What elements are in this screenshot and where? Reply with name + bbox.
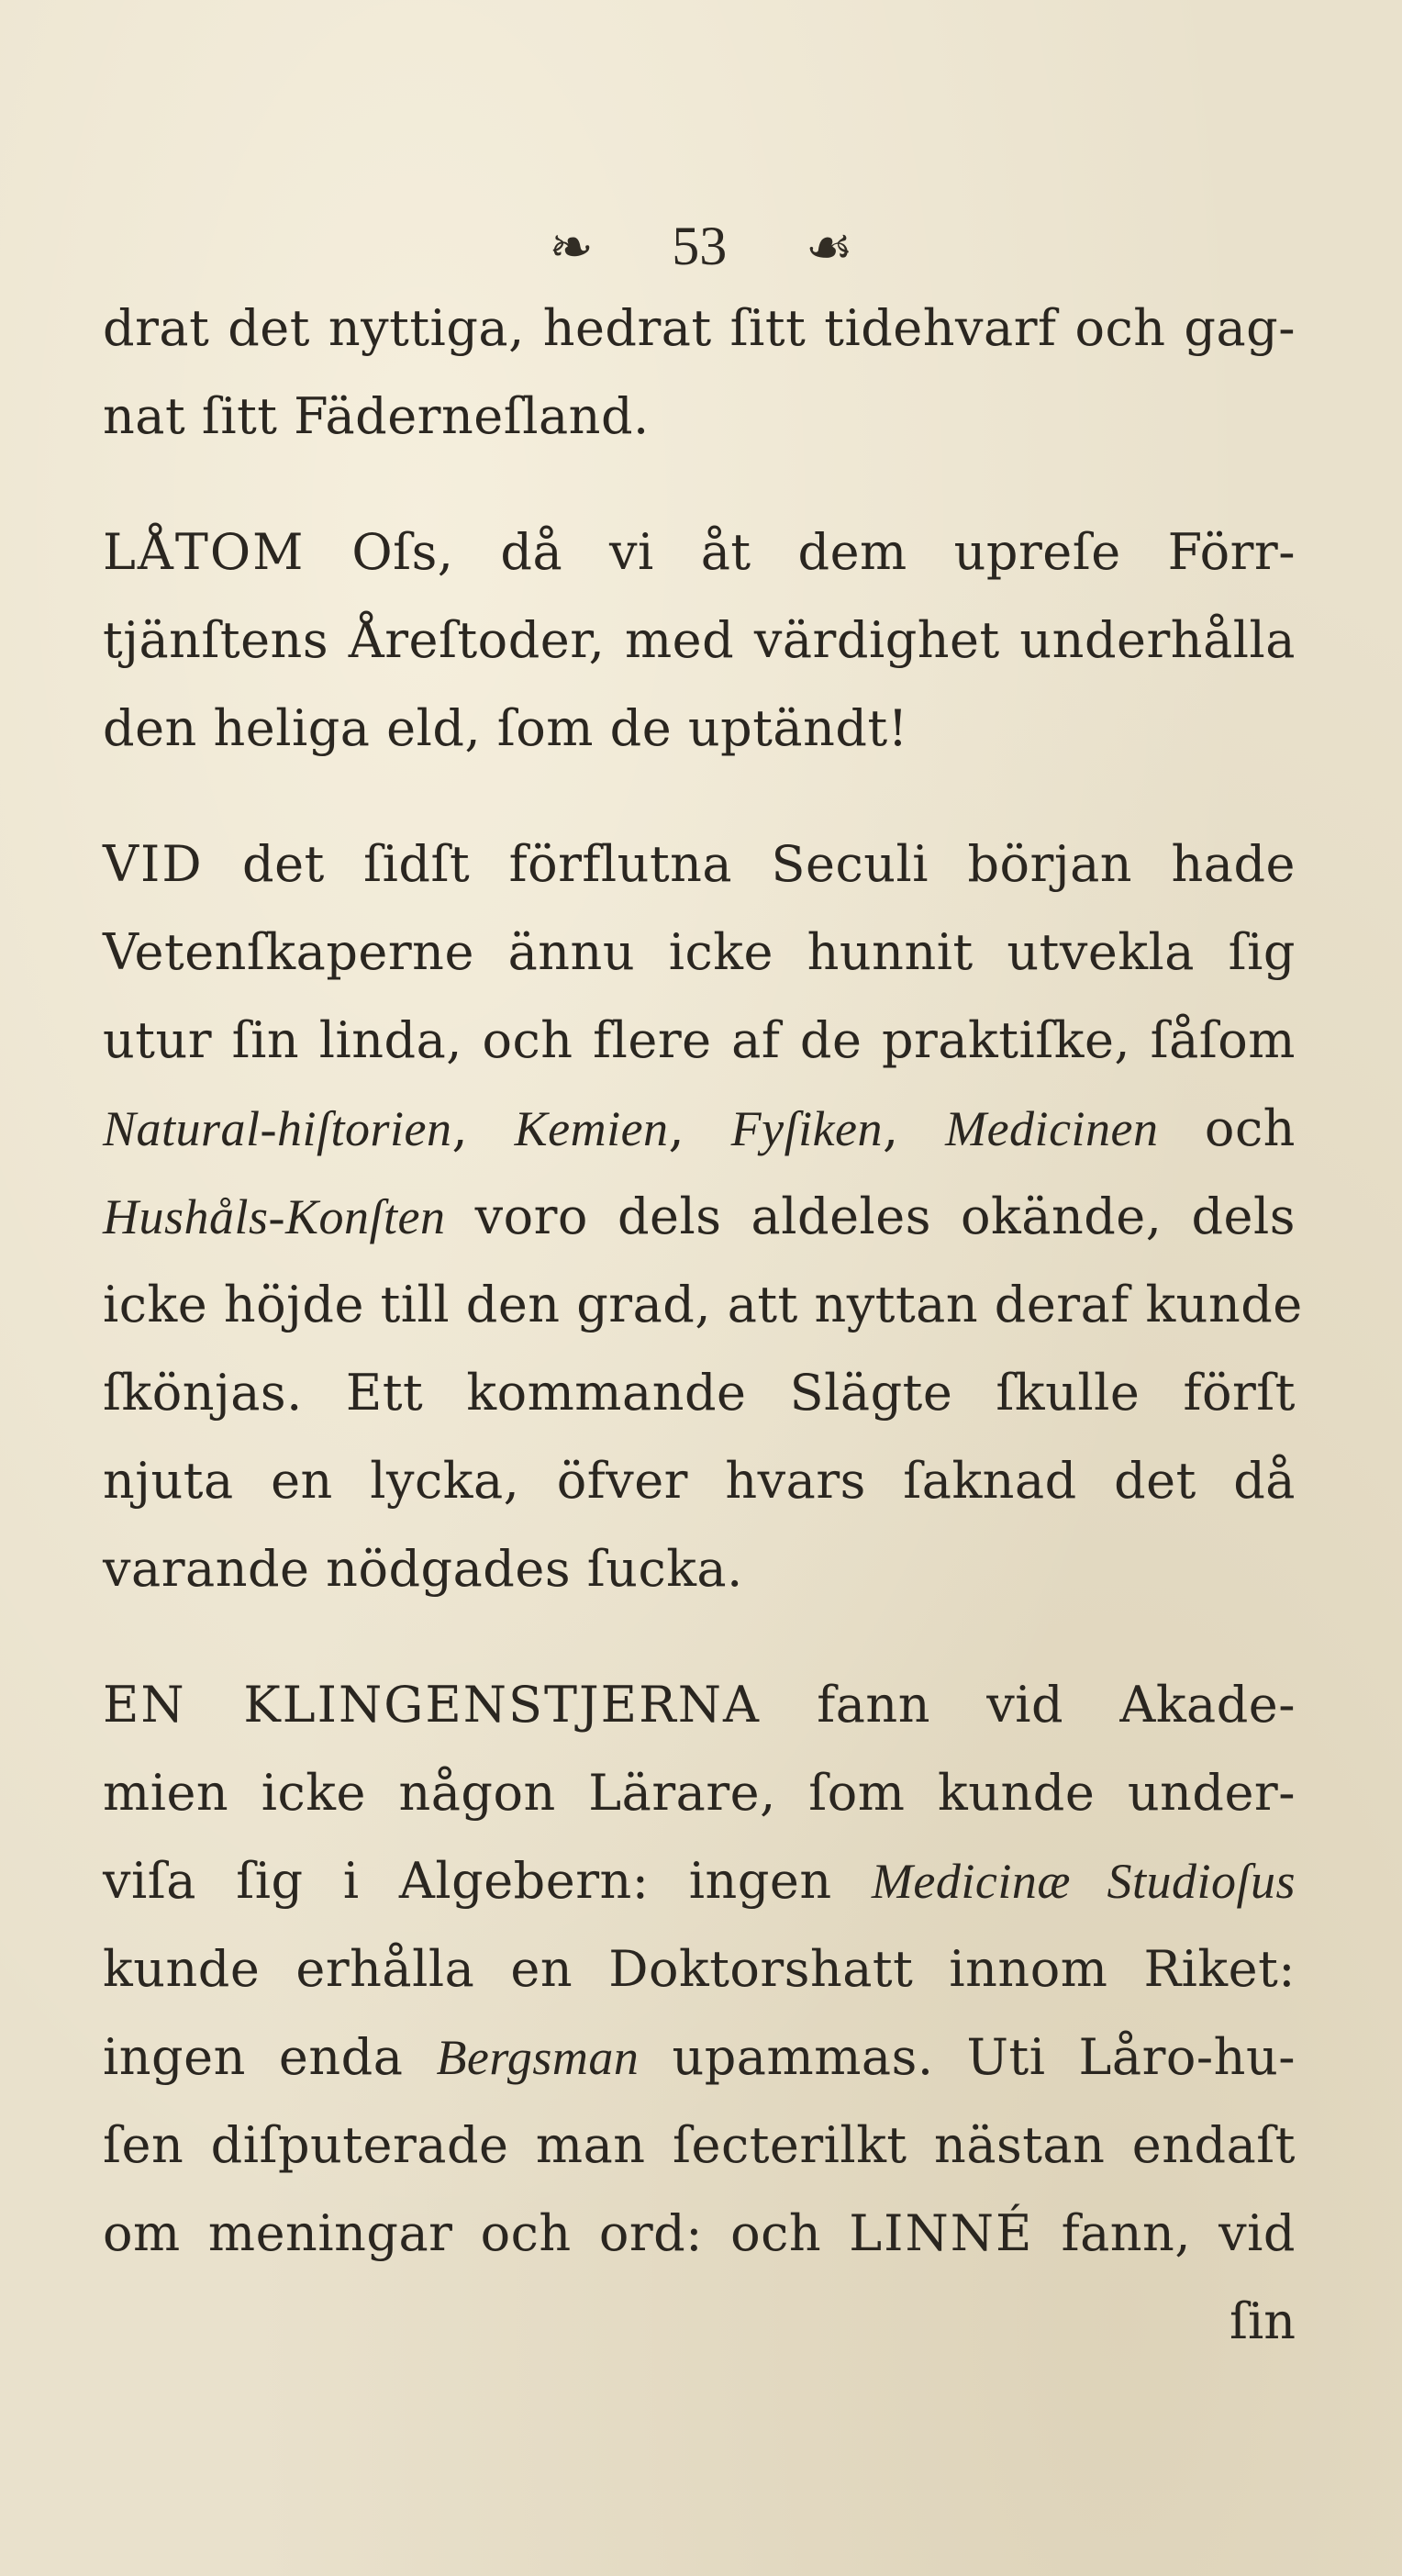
text-line: tjänſtens Åreſtoder, med värdighet underhålla [103, 611, 1296, 669]
text-line: Natural-hiſtorien, Kemien, Fyſiken, Medicinen och [103, 1099, 1296, 1157]
text-line: njuta en lycka, öfver hvars ſaknad det då [103, 1452, 1296, 1510]
text-line: den heliga eld, ſom de uptändt! [103, 699, 908, 757]
left-ornament-icon: ❧ [549, 217, 594, 277]
text-line: om meningar och ord: och LINNÉ fann, vid [103, 2204, 1296, 2262]
text-line: kunde erhålla en Doktorshatt innom Riket: [103, 1940, 1296, 1998]
text-line: ſen diſputerade man ſecterilkt nästan endaſt [103, 2116, 1296, 2174]
text-line: Vetenſkaperne ännu icke hunnit utvekla ſig [103, 923, 1296, 981]
text-line: EN KLINGENSTJERNA fann vid Akade- [103, 1676, 1296, 1734]
text-line: ſkönjas. Ett kommande Slägte ſkulle förſt [103, 1364, 1296, 1422]
right-ornament-icon: ☙ [805, 217, 853, 277]
text-line: utur ſin linda, och flere af de praktiſke, ſåſom [103, 1011, 1296, 1069]
catchword: ſin [1230, 2292, 1296, 2350]
text-line: viſa ſig i Algebern: ingen Medicinæ Studioſus [103, 1852, 1296, 1910]
text-line: varande nödgades ſucka. [103, 1540, 743, 1598]
text-line: nat ſitt Fäderneſland. [103, 387, 650, 445]
text-line: icke höjde till den grad, att nyttan deraf kunde [103, 1276, 1303, 1333]
text-line: mien icke någon Lärare, ſom kunde under- [103, 1764, 1296, 1822]
text-line: drat det nyttiga, hedrat ſitt tidehvarf och gag- [103, 299, 1296, 357]
text-line: VID det ſidſt förflutna Seculi början hade [103, 835, 1296, 893]
page-header [0, 209, 1402, 292]
text-line: ingen enda Bergsman upammas. Uti Låro-hu- [103, 2028, 1296, 2086]
page-number: 53 [672, 216, 728, 277]
text-line: Hushåls-Konſten voro dels aldeles okände, dels [103, 1188, 1296, 1245]
text-line: LÅTOM Oſs, då vi åt dem upreſe Förr- [103, 523, 1296, 581]
